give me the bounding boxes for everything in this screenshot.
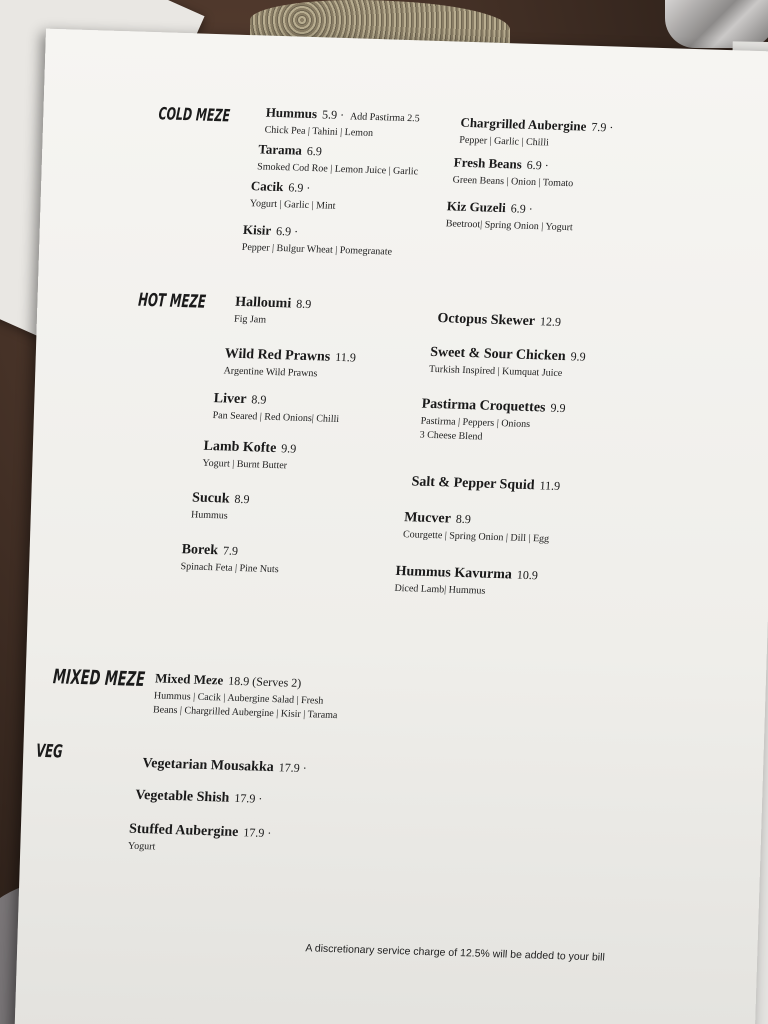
item-name: Kiz Guzeli xyxy=(446,198,507,216)
item-description: Smoked Cod Roe | Lemon Juice | Garlic xyxy=(256,161,419,178)
item-price: 6.9 · xyxy=(526,157,550,173)
item-price: 8.9 xyxy=(295,296,312,312)
item-name: Fresh Beans xyxy=(453,154,523,172)
item-price: 6.9 · xyxy=(287,180,311,195)
item-description: Pastirma | Peppers | Onions xyxy=(420,415,531,431)
item-description: Spinach Feta | Pine Nuts xyxy=(180,561,280,576)
hot-meze-heading: HOT MEZE xyxy=(137,289,207,313)
item-description: Pepper | Garlic | Chilli xyxy=(458,134,550,149)
item-price: 6.9 · xyxy=(275,223,299,239)
item-description: Hummus | Cacik | Aubergine Salad | Fresh xyxy=(153,690,324,707)
item-name: Borek xyxy=(181,542,219,559)
item-description: Yogurt | Garlic | Mint xyxy=(249,198,336,212)
item-name: Vegetarian Mousakka xyxy=(141,756,275,776)
item-name: Hummus xyxy=(265,104,318,122)
mixed-meze-heading: MIXED MEZE xyxy=(52,664,146,692)
item-description-line2: Beans | Chargrilled Aubergine | Kisir | Tarama xyxy=(152,704,338,722)
item-name: Mucver xyxy=(403,510,452,527)
menu-item xyxy=(264,104,420,141)
item-description: Beetroot| Spring Onion | Yogurt xyxy=(445,218,574,234)
item-name: Hummus Kavurma xyxy=(395,563,513,583)
item-price: 9.9 xyxy=(570,349,587,364)
item-name: Mixed Meze xyxy=(154,670,224,688)
item-price: 18.9 (Serves 2) xyxy=(227,673,302,690)
item-price: 11.9 xyxy=(334,349,357,365)
veg-heading: VEG xyxy=(35,740,64,763)
item-name: Kisir xyxy=(242,221,272,238)
item-price: 12.9 xyxy=(539,314,562,329)
menu-item xyxy=(452,154,575,190)
item-price: 8.9 xyxy=(250,392,267,407)
item-description: Pepper | Bulgur Wheat | Pomegranate xyxy=(241,241,393,258)
item-name: Halloumi xyxy=(234,294,292,312)
item-description: Courgette | Spring Onion | Dill | Egg xyxy=(402,529,550,545)
menu-item xyxy=(241,221,393,258)
menu-item xyxy=(394,562,538,598)
item-name: Sweet & Sour Chicken xyxy=(429,344,567,365)
item-price: 8.9 xyxy=(455,511,472,527)
item-name: Salt & Pepper Squid xyxy=(411,474,536,494)
item-name: Cacik xyxy=(250,178,284,195)
item-description: Chick Pea | Tahini | Lemon xyxy=(264,124,374,139)
item-price: 8.9 xyxy=(234,491,250,507)
menu-item xyxy=(459,114,614,151)
item-description: Yogurt xyxy=(127,840,156,853)
item-name: Stuffed Aubergine xyxy=(128,821,239,841)
item-price: 10.9 xyxy=(516,567,539,583)
item-name: Liver xyxy=(213,391,247,408)
item-price: 17.9 · xyxy=(233,790,263,806)
menu-item xyxy=(142,754,307,777)
menu-item xyxy=(135,786,263,808)
menu-item xyxy=(212,389,341,425)
item-name: Wild Red Prawns xyxy=(224,346,331,365)
item-name: Tarama xyxy=(257,141,303,158)
menu-item xyxy=(153,669,340,721)
item-description: Turkish Inspired | Kumquat Juice xyxy=(428,363,563,380)
item-price: 5.9 · xyxy=(321,107,345,123)
service-charge-note: A discretionary service charge of 12.5% will be added to your bill xyxy=(305,942,606,964)
cold-meze-heading: COLD MEZE xyxy=(157,104,231,127)
item-price: 17.9 · xyxy=(278,760,308,776)
menu-sheet xyxy=(14,29,768,1024)
menu-item xyxy=(411,472,561,495)
item-description-line2: 3 Cheese Blend xyxy=(419,429,483,443)
item-price: 7.9 xyxy=(222,543,239,558)
menu-item xyxy=(249,177,337,212)
item-description: Hummus xyxy=(190,509,229,522)
item-description: Argentine Wild Prawns xyxy=(223,365,318,380)
item-price: 17.9 · xyxy=(242,825,272,841)
item-name: Octopus Skewer xyxy=(436,311,536,330)
menu-item xyxy=(234,293,312,327)
item-description: Pan Seared | Red Onions| Chilli xyxy=(212,410,340,426)
menu-item xyxy=(191,488,250,522)
menu-item xyxy=(437,309,562,331)
menu-item xyxy=(429,343,587,380)
menu-item xyxy=(403,508,551,545)
item-price: 6.9 · xyxy=(510,201,534,216)
item-description: Green Beans | Onion | Tomato xyxy=(452,174,574,190)
menu-item xyxy=(223,344,356,380)
menu-item xyxy=(419,395,566,445)
item-name: Sucuk xyxy=(191,490,230,507)
item-description: Diced Lamb| Hummus xyxy=(394,582,486,597)
item-price: 6.9 xyxy=(306,143,323,159)
menu-item xyxy=(202,437,297,472)
menu-item xyxy=(180,540,280,575)
item-extra: Add Pastirma 2.5 xyxy=(349,111,421,125)
item-price: 7.9 · xyxy=(590,119,614,135)
menu-item xyxy=(257,140,420,177)
item-description: Yogurt | Burnt Butter xyxy=(202,457,288,472)
item-price: 9.9 xyxy=(280,441,297,456)
item-name: Vegetable Shish xyxy=(134,787,230,806)
item-name: Chargrilled Aubergine xyxy=(460,114,587,134)
item-name: Pastirma Croquettes xyxy=(421,396,546,416)
item-price: 11.9 xyxy=(539,478,561,493)
item-price: 9.9 xyxy=(550,400,566,416)
menu-item xyxy=(128,820,272,856)
item-name: Lamb Kofte xyxy=(203,438,277,457)
item-description: Fig Jam xyxy=(233,313,267,326)
menu-page xyxy=(0,29,746,1024)
menu-item xyxy=(445,197,574,233)
